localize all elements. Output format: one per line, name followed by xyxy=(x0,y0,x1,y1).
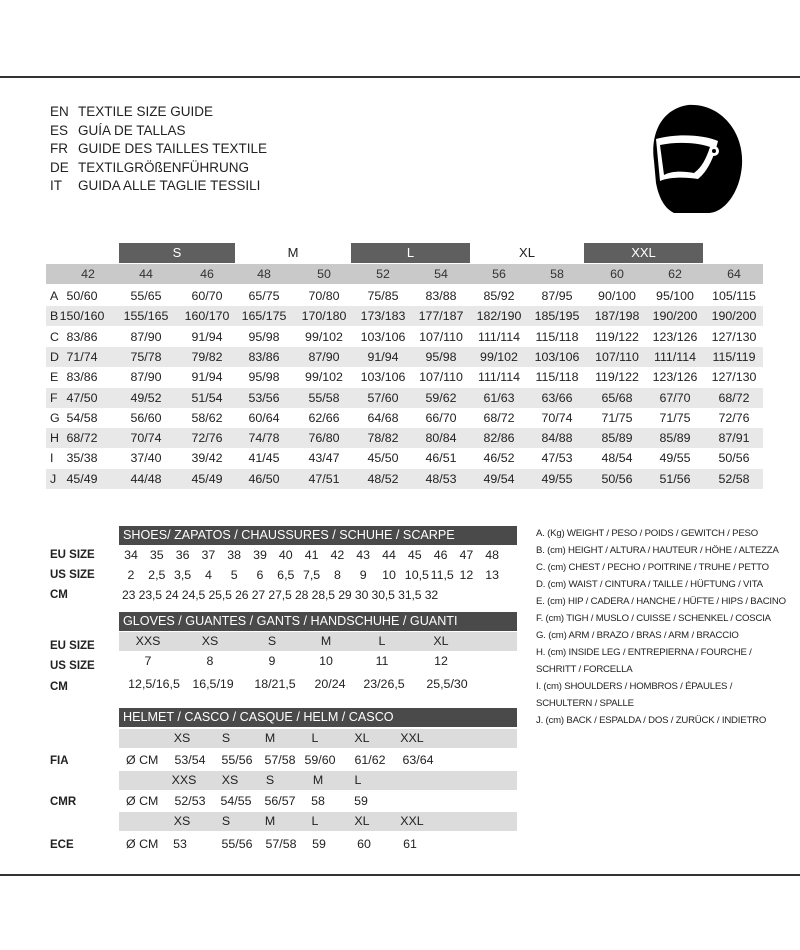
shoes-us-label: US SIZE xyxy=(50,569,95,581)
fia-size-cell: L xyxy=(311,731,319,745)
fia-size-cell: S xyxy=(221,731,231,745)
measurement-cell: 115/119 xyxy=(712,349,756,364)
shoe-us-cell: 2 xyxy=(127,568,135,582)
row-label: G xyxy=(50,410,60,425)
eu-number-cell: 42 xyxy=(81,267,95,281)
measurement-cell: 45/50 xyxy=(367,451,399,466)
measurement-cell: 182/190 xyxy=(476,309,522,324)
size-header-xl: XL xyxy=(519,245,535,260)
row-label: E xyxy=(50,370,59,385)
shoe-eu-cell: 47 xyxy=(459,548,474,562)
cmr-value-cell: 56/57 xyxy=(264,794,296,808)
shoe-us-cell: 12 xyxy=(459,568,474,582)
measurement-cell: 47/51 xyxy=(308,471,340,486)
fia-size-cell: XXL xyxy=(400,731,424,745)
title-text: GUIDA ALLE TAGLIE TESSILI xyxy=(78,178,261,194)
lang-code: FR xyxy=(50,141,68,157)
eu-number-cell: 46 xyxy=(200,267,214,281)
ece-size-cell: XL xyxy=(354,814,370,828)
gloves-header: GLOVES / GUANTES / GANTS / HANDSCHUHE / GUANTI xyxy=(119,612,517,631)
cmr-size-cell: L xyxy=(354,773,362,787)
measurement-cell: 155/165 xyxy=(123,309,169,324)
ece-unit: Ø CM xyxy=(126,837,159,851)
measurement-cell: 91/94 xyxy=(191,370,223,385)
row-label: B xyxy=(50,309,59,324)
measurement-cell: 50/60 xyxy=(66,289,98,303)
measurement-cell: 47/50 xyxy=(66,390,98,405)
measurement-cell: 46/52 xyxy=(483,451,515,466)
shoe-eu-cell: 48 xyxy=(485,548,500,562)
measurement-cell: 75/85 xyxy=(367,289,399,303)
eu-number-cell: 48 xyxy=(257,267,271,281)
glove-us-cell: 12 xyxy=(434,654,448,668)
measurement-cell: 60/64 xyxy=(248,410,280,425)
measurement-cell: 95/98 xyxy=(248,370,280,385)
lang-code: EN xyxy=(50,104,69,119)
shoe-eu-cell: 40 xyxy=(278,548,293,562)
measurement-cell: 35/38 xyxy=(66,451,98,466)
shoes-header: SHOES/ ZAPATOS / CHAUSSURES / SCHUHE / SCARPE xyxy=(119,526,517,545)
gloves-cm-label: CM xyxy=(50,681,68,693)
measurement-cell: 68/72 xyxy=(66,431,98,446)
measurement-cell: 72/76 xyxy=(191,431,223,446)
legend-item: E. (cm) HIP / CADERA / HANCHE / HÜFTE / HIPS / BACINO xyxy=(536,596,786,607)
shoe-eu-cell: 46 xyxy=(433,548,448,562)
fia-size-cell: XS xyxy=(173,731,191,745)
measurement-cell: 50/56 xyxy=(718,451,750,466)
measurement-cell: 72/76 xyxy=(718,410,750,425)
measurement-cell: 55/58 xyxy=(308,390,340,405)
measurement-cell: 49/55 xyxy=(659,451,691,466)
eu-number-cell: 60 xyxy=(610,267,624,281)
measurement-cell: 107/110 xyxy=(419,370,463,385)
measurement-cell: 49/54 xyxy=(483,471,515,486)
measurement-cell: 80/84 xyxy=(425,431,457,446)
row-label: A xyxy=(50,289,59,303)
measurement-cell: 83/86 xyxy=(66,329,98,344)
measurement-cell: 68/72 xyxy=(718,390,750,405)
measurement-cell: 49/55 xyxy=(541,471,573,486)
measurement-cell: 71/75 xyxy=(659,410,691,425)
measurement-cell: 45/49 xyxy=(191,471,223,486)
measurement-cell: 115/118 xyxy=(535,370,579,385)
shoe-eu-cell: 36 xyxy=(175,548,190,562)
measurement-cell: 87/91 xyxy=(718,431,750,446)
measurement-cell: 46/51 xyxy=(425,451,457,466)
measurement-cell: 85/89 xyxy=(601,431,633,446)
shoe-eu-cell: 44 xyxy=(382,548,396,562)
measurement-cell: 111/114 xyxy=(653,349,697,364)
shoe-us-cell: 10 xyxy=(382,568,396,582)
glove-eu-cell: S xyxy=(267,634,277,648)
title-text: TEXTILGRÖßENFÜHRUNG xyxy=(78,159,250,175)
shoe-eu-cell: 37 xyxy=(201,548,216,562)
measurement-cell: 84/88 xyxy=(541,431,573,446)
size-header-xxl: XXL xyxy=(584,243,703,263)
measurement-cell: 57/60 xyxy=(367,390,399,405)
title-text: GUIDE DES TAILLES TEXTILE xyxy=(78,141,268,157)
ece-size-cell: L xyxy=(311,814,319,828)
measurement-cell: 123/126 xyxy=(652,370,698,385)
measurement-cell: 41/45 xyxy=(248,451,280,466)
glove-us-cell: 7 xyxy=(144,654,152,668)
measurement-cell: 85/92 xyxy=(483,289,515,303)
shoe-us-cell: 5 xyxy=(230,568,238,582)
fia-value-cell: 63/64 xyxy=(402,753,434,767)
legend-item: D. (cm) WAIST / CINTURA / TAILLE / HÜFTUNG / VITA xyxy=(536,579,763,590)
cmr-value-cell: 58 xyxy=(311,794,325,808)
title-text: TEXTILE SIZE GUIDE xyxy=(78,104,214,119)
ece-value-cell: 55/56 xyxy=(221,837,253,851)
legend-item: A. (Kg) WEIGHT / PESO / POIDS / GEWITCH / PESO xyxy=(536,528,758,539)
ece-value-cell: 53 xyxy=(173,837,187,851)
ece-size-cell: S xyxy=(221,814,231,828)
measurement-cell: 173/183 xyxy=(360,309,406,324)
eu-number-cell: 54 xyxy=(434,267,448,281)
measurement-cell: 99/102 xyxy=(305,329,343,344)
fia-value-cell: 53/54 xyxy=(174,753,206,767)
glove-cm-cell: 12,5/16,5 xyxy=(128,677,180,691)
measurement-cell: 87/90 xyxy=(308,349,340,364)
glove-cm-cell: 16,5/19 xyxy=(192,677,234,691)
legend-item: C. (cm) CHEST / PECHO / POITRINE / TRUHE / PETTO xyxy=(536,562,769,573)
measurement-cell: 150/160 xyxy=(59,309,105,324)
legend-item: J. (cm) BACK / ESPALDA / DOS / ZURÜCK / INDIETRO xyxy=(536,715,767,726)
cmr-label: CMR xyxy=(50,796,77,808)
measurement-cell: 44/48 xyxy=(130,471,162,486)
measurement-cell: 48/54 xyxy=(601,451,633,466)
measurement-cell: 70/80 xyxy=(308,289,340,303)
shoe-eu-cell: 42 xyxy=(330,548,345,562)
measurement-cell: 46/50 xyxy=(248,471,280,486)
glove-us-cell: 8 xyxy=(206,654,214,668)
shoes-cm-values: 23 23,5 24 24,5 25,5 26 27 27,5 28 28,5 29 30 30,5 31,5 32 xyxy=(122,588,439,602)
shoe-us-cell: 2,5 xyxy=(148,568,166,582)
measurement-cell: 107/110 xyxy=(595,349,639,364)
fia-size-cell: M xyxy=(264,731,276,745)
shoes-eu-label: EU SIZE xyxy=(50,549,95,561)
helmet-header: HELMET / CASCO / CASQUE / HELM / CASCO xyxy=(119,708,517,727)
eu-number-cell: 52 xyxy=(376,267,390,281)
title-block xyxy=(50,103,267,196)
legend-item: SCHULTERN / SPALLE xyxy=(536,698,634,709)
ece-label: ECE xyxy=(50,839,74,851)
cmr-value-cell: 52/53 xyxy=(174,794,206,808)
measurement-cell: 54/58 xyxy=(66,410,98,425)
measurement-cell: 60/70 xyxy=(191,289,223,303)
measurement-cell: 48/53 xyxy=(425,471,457,486)
measurement-cell: 50/56 xyxy=(601,471,633,486)
measurement-cell: 71/75 xyxy=(601,410,633,425)
glove-us-cell: 11 xyxy=(375,654,389,668)
glove-us-cell: 10 xyxy=(319,654,333,668)
measurement-cell: 105/115 xyxy=(712,289,756,303)
shoe-us-cell: 4 xyxy=(204,568,212,582)
measurement-cell: 87/90 xyxy=(130,329,162,344)
shoe-eu-cell: 41 xyxy=(304,548,319,562)
shoe-us-cell: 6,5 xyxy=(277,568,295,582)
measurement-cell: 51/54 xyxy=(191,390,223,405)
measurement-cell: 87/95 xyxy=(541,289,573,303)
measurement-cell: 59/62 xyxy=(425,390,457,405)
glove-cm-cell: 18/21,5 xyxy=(254,677,296,691)
measurement-cell: 111/114 xyxy=(477,329,521,344)
measurement-cell: 45/49 xyxy=(66,471,98,486)
measurement-cell: 119/122 xyxy=(595,329,639,344)
measurement-cell: 65/75 xyxy=(248,289,280,303)
measurement-cell: 66/70 xyxy=(425,410,457,425)
shoe-us-cell: 13 xyxy=(485,568,500,582)
measurement-legend xyxy=(536,525,786,729)
fia-value-cell: 55/56 xyxy=(221,753,253,767)
shoe-us-cell: 11,5 xyxy=(430,568,454,582)
measurement-cell: 91/94 xyxy=(367,349,399,364)
measurement-cell: 58/62 xyxy=(191,410,223,425)
measurement-cell: 190/200 xyxy=(711,309,757,324)
measurement-cell: 70/74 xyxy=(541,410,573,425)
glove-eu-cell: XS xyxy=(201,634,219,648)
ece-value-cell: 57/58 xyxy=(265,837,297,851)
lang-code: ES xyxy=(50,122,69,138)
shoe-eu-cell: 35 xyxy=(149,548,164,562)
measurement-cell: 83/88 xyxy=(425,289,457,303)
measurement-cell: 160/170 xyxy=(184,309,230,324)
measurement-cell: 63/66 xyxy=(541,390,573,405)
legend-item: F. (cm) TIGH / MUSLO / CUISSE / SCHENKEL / COSCIA xyxy=(536,613,771,624)
helmet-icon xyxy=(648,103,746,215)
measurement-cell: 39/42 xyxy=(191,451,223,466)
measurement-cell: 95/98 xyxy=(248,329,280,344)
measurement-cell: 119/122 xyxy=(595,370,639,385)
size-header-m: M xyxy=(287,245,299,260)
measurement-cell: 127/130 xyxy=(711,329,757,344)
eu-number-cell: 44 xyxy=(139,267,153,281)
measurement-cell: 37/40 xyxy=(130,451,162,466)
legend-item: SCHRITT / FORCELLA xyxy=(536,664,633,675)
measurement-cell: 43/47 xyxy=(308,451,340,466)
lang-code: DE xyxy=(50,159,69,175)
row-label: H xyxy=(50,431,59,446)
measurement-cell: 62/66 xyxy=(308,410,340,425)
measurement-cell: 185/195 xyxy=(534,309,580,324)
shoe-us-cell: 6 xyxy=(256,568,264,582)
measurement-cell: 95/98 xyxy=(425,349,457,364)
measurement-cell: 70/74 xyxy=(130,431,162,446)
measurement-cell: 111/114 xyxy=(477,370,521,385)
fia-value-cell: 59/60 xyxy=(304,753,336,767)
glove-eu-cell: M xyxy=(320,634,332,648)
fia-unit: Ø CM xyxy=(126,753,159,767)
measurement-cell: 127/130 xyxy=(711,370,757,385)
measurement-cell: 51/56 xyxy=(659,471,691,486)
measurement-cell: 91/94 xyxy=(191,329,223,344)
measurement-cell: 103/106 xyxy=(534,349,580,364)
measurement-cell: 52/58 xyxy=(718,471,750,486)
cmr-unit: Ø CM xyxy=(126,794,159,808)
title-text: GUÍA DE TALLAS xyxy=(78,122,186,138)
measurement-cell: 103/106 xyxy=(360,329,406,344)
measurement-cell: 95/100 xyxy=(656,289,694,303)
measurement-cell: 190/200 xyxy=(652,309,698,324)
measurement-cell: 74/78 xyxy=(248,431,280,446)
glove-eu-cell: L xyxy=(378,634,386,648)
shoe-us-cell: 8 xyxy=(333,568,341,582)
legend-item: H. (cm) INSIDE LEG / ENTREPIERNA / FOURCHE / xyxy=(536,647,752,658)
size-header-s: S xyxy=(119,243,235,263)
ece-size-cell: XS xyxy=(173,814,191,828)
measurement-cell: 49/52 xyxy=(130,390,162,405)
eu-number-cell: 58 xyxy=(550,267,564,281)
measurement-cell: 87/90 xyxy=(130,370,162,385)
measurement-cell: 103/106 xyxy=(360,370,406,385)
measurement-cell: 79/82 xyxy=(191,349,223,364)
measurement-cell: 53/56 xyxy=(248,390,280,405)
measurement-cell: 85/89 xyxy=(659,431,691,446)
glove-eu-cell: XL xyxy=(433,634,449,648)
cmr-size-cell: S xyxy=(265,773,275,787)
measurement-cell: 115/118 xyxy=(535,329,579,344)
ece-size-cell: M xyxy=(264,814,276,828)
fia-value-cell: 57/58 xyxy=(264,753,296,767)
cmr-size-cell: XS xyxy=(221,773,239,787)
shoe-eu-cell: 39 xyxy=(253,548,267,562)
shoe-eu-cell: 38 xyxy=(227,548,242,562)
measurement-cell: 165/175 xyxy=(241,309,287,324)
gloves-us-label: US SIZE xyxy=(50,660,95,672)
shoe-us-cell: 3,5 xyxy=(173,568,192,582)
measurement-cell: 107/110 xyxy=(419,329,463,344)
measurement-cell: 75/78 xyxy=(130,349,162,364)
row-label: D xyxy=(50,349,59,364)
shoe-eu-cell: 45 xyxy=(407,548,422,562)
shoe-us-cell: 9 xyxy=(359,568,367,582)
measurement-cell: 170/180 xyxy=(301,309,347,324)
measurement-cell: 82/86 xyxy=(483,431,515,446)
measurement-cell: 83/86 xyxy=(248,349,280,364)
shoes-cm-label: CM xyxy=(50,589,68,601)
measurement-cell: 187/198 xyxy=(594,309,640,324)
glove-cm-cell: 25,5/30 xyxy=(426,677,468,691)
measurement-cell: 99/102 xyxy=(305,370,343,385)
measurement-cell: 65/68 xyxy=(601,390,633,405)
measurement-cell: 55/65 xyxy=(130,289,162,303)
measurement-cell: 123/126 xyxy=(652,329,698,344)
fia-label: FIA xyxy=(50,755,69,767)
cmr-size-cell: M xyxy=(312,773,324,787)
legend-item: I. (cm) SHOULDERS / HOMBROS / ÉPAULES / xyxy=(536,681,733,692)
legend-item: B. (cm) HEIGHT / ALTURA / HAUTEUR / HÖHE / ALTEZZA xyxy=(536,545,779,556)
measurement-cell: 99/102 xyxy=(480,349,518,364)
fia-value-cell: 61/62 xyxy=(354,753,386,767)
eu-number-cell: 64 xyxy=(727,267,741,281)
ece-size-cell: XXL xyxy=(400,814,424,828)
fia-size-cell: XL xyxy=(354,731,370,745)
ece-value-cell: 60 xyxy=(357,837,371,851)
glove-eu-cell: XXS xyxy=(135,634,161,648)
cmr-value-cell: 59 xyxy=(354,794,368,808)
glove-cm-cell: 20/24 xyxy=(314,677,346,691)
measurement-cell: 71/74 xyxy=(66,349,98,364)
measurement-cell: 67/70 xyxy=(659,390,691,405)
shoe-us-cell: 10,5 xyxy=(404,568,429,582)
measurement-cell: 56/60 xyxy=(130,410,162,425)
size-header-l: L xyxy=(351,243,470,263)
measurement-cell: 48/52 xyxy=(367,471,399,486)
measurement-cell: 177/187 xyxy=(418,309,464,324)
measurement-cell: 83/86 xyxy=(66,370,98,385)
row-label: F xyxy=(50,390,58,405)
row-label: C xyxy=(50,329,59,344)
measurement-cell: 90/100 xyxy=(598,289,636,303)
glove-us-cell: 9 xyxy=(268,654,276,668)
shoe-eu-cell: 43 xyxy=(356,548,371,562)
shoe-eu-cell: 34 xyxy=(124,548,138,562)
row-label: J xyxy=(50,471,57,486)
gloves-eu-label: EU SIZE xyxy=(50,640,95,652)
measurement-cell: 78/82 xyxy=(367,431,399,446)
shoe-us-cell: 7,5 xyxy=(302,568,321,582)
glove-cm-cell: 23/26,5 xyxy=(363,677,405,691)
ece-value-cell: 61 xyxy=(403,837,417,851)
cmr-value-cell: 54/55 xyxy=(220,794,252,808)
lang-code: IT xyxy=(50,178,62,194)
row-label: I xyxy=(50,451,54,466)
cmr-size-cell: XXS xyxy=(171,773,197,787)
eu-number-cell: 62 xyxy=(668,267,682,281)
ece-value-cell: 59 xyxy=(312,837,326,851)
measurement-cell: 47/53 xyxy=(541,451,573,466)
measurement-cell: 68/72 xyxy=(483,410,515,425)
measurement-cell: 61/63 xyxy=(483,390,515,405)
eu-number-cell: 56 xyxy=(492,267,506,281)
measurement-cell: 64/68 xyxy=(367,410,399,425)
eu-number-cell: 50 xyxy=(317,267,331,281)
legend-item: G. (cm) ARM / BRAZO / BRAS / ARM / BRACCIO xyxy=(536,630,739,641)
measurement-cell: 76/80 xyxy=(308,431,340,446)
